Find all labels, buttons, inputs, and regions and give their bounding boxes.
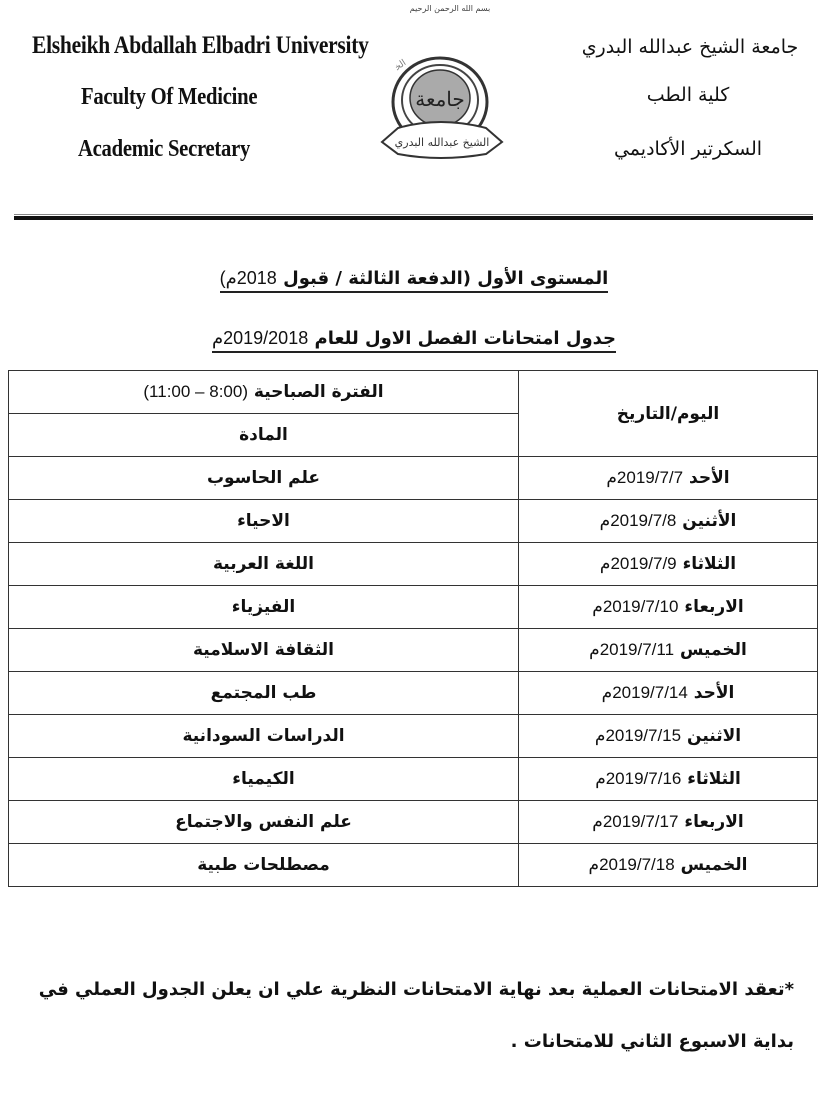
faculty-name-ar: كلية الطب: [646, 84, 730, 106]
header-divider: [14, 216, 813, 220]
subject-cell: طب المجتمع: [9, 672, 519, 715]
table-header-row: [9, 371, 818, 414]
header-divider-thin: [14, 214, 813, 215]
logo-banner-text: الشيخ عبدالله البدري: [394, 136, 490, 149]
bismillah: بسم الله الرحمن الرحيم: [409, 4, 491, 13]
note-line-2: بداية الاسبوع الثاني للامتحانات .: [510, 1031, 794, 1052]
schedule-label: جدول امتحانات الفصل الاول للعام: [314, 328, 617, 349]
table-row: [9, 500, 818, 543]
subject-cell: الثقافة الاسلامية: [9, 629, 519, 672]
day-name: الخميس: [680, 855, 748, 875]
exam-date: 2019/7/7م: [606, 468, 684, 487]
day-date-cell: [519, 629, 818, 672]
subject-cell: الاحياء: [9, 500, 519, 543]
header-day-date: اليوم/التاريخ: [519, 371, 818, 457]
svg-text:الخالق - الاخلاص - التميز: [368, 30, 408, 73]
exam-date: 2019/7/17م: [592, 812, 679, 831]
level-title: [0, 268, 828, 289]
header-subject: المادة: [9, 414, 519, 457]
schedule-year: 2019/2018م: [211, 328, 309, 348]
exam-date: 2019/7/15م: [594, 726, 682, 745]
university-logo: [368, 30, 518, 170]
university-seal-icon: [368, 30, 518, 170]
subject-cell: الكيمياء: [9, 758, 519, 801]
table-row: [9, 801, 818, 844]
schedule-title: [0, 328, 828, 349]
day-date-cell: [519, 844, 818, 887]
day-name: الأحد: [693, 683, 735, 703]
day-name: الأحد: [689, 468, 730, 488]
table-row: [9, 672, 818, 715]
day-name: الاثنين: [687, 726, 742, 746]
subject-cell: مصطلحات طبية: [9, 844, 519, 887]
table-row: [9, 715, 818, 758]
subject-cell: الفيزياء: [9, 586, 519, 629]
exam-date: 2019/7/10م: [592, 597, 679, 616]
university-name-ar: جامعة الشيخ عبدالله البدري: [581, 36, 799, 58]
level-label: المستوى الأول: [477, 268, 609, 289]
subject-cell: الدراسات السودانية: [9, 715, 519, 758]
table-row: [9, 543, 818, 586]
exam-date: 2019/7/8م: [599, 511, 677, 530]
day-name: الاربعاء: [684, 812, 744, 832]
exam-date: 2019/7/9م: [599, 554, 677, 573]
exam-date: 2019/7/14م: [601, 683, 688, 702]
exam-date: 2019/7/11م: [589, 640, 675, 659]
header-period: [9, 371, 519, 414]
day-name: الخميس: [679, 640, 747, 660]
day-name: الأثنين: [682, 511, 737, 531]
day-date-cell: [519, 672, 818, 715]
logo-center-text: جامعة: [415, 87, 465, 111]
subject-cell: علم النفس والاجتماع: [9, 801, 519, 844]
office-name-en: Academic Secretary: [78, 136, 251, 162]
day-date-cell: [519, 543, 818, 586]
faculty-name-en: Faculty Of Medicine: [81, 84, 258, 110]
day-name: الثلاثاء: [682, 554, 737, 574]
logo-arc-text: الخ: [393, 58, 409, 73]
day-date-cell: [519, 801, 818, 844]
office-name-ar: السكرتير الأكاديمي: [613, 138, 763, 160]
table-row: [9, 758, 818, 801]
header-period-label: الفترة الصباحية: [253, 382, 384, 402]
day-name: الثلاثاء: [687, 769, 741, 789]
day-date-cell: [519, 715, 818, 758]
day-date-cell: [519, 758, 818, 801]
exam-schedule-table: [8, 370, 818, 887]
table-row: [9, 844, 818, 887]
day-name: الاربعاء: [684, 597, 744, 617]
practical-exams-note: [14, 964, 794, 1068]
subject-cell: علم الحاسوب: [9, 457, 519, 500]
header-period-time: (8:00 – 11:00): [143, 382, 248, 401]
table-row: [9, 586, 818, 629]
day-date-cell: [519, 500, 818, 543]
university-name-en: Elsheikh Abdallah Elbadri University: [32, 32, 369, 59]
batch-year: 2018م): [219, 268, 277, 288]
day-date-cell: [519, 586, 818, 629]
table-row: [9, 629, 818, 672]
note-line-1: *تعقد الامتحانات العملية بعد نهاية الامتحانات النظرية علي ان يعلن الجدول العملي في: [38, 979, 794, 1000]
subject-cell: اللغة العربية: [9, 543, 519, 586]
batch-label: (الدفعة الثالثة / قبول: [283, 268, 471, 289]
table-row: [9, 457, 818, 500]
exam-date: 2019/7/16م: [595, 769, 682, 788]
exam-date: 2019/7/18م: [588, 855, 675, 874]
day-date-cell: [519, 457, 818, 500]
